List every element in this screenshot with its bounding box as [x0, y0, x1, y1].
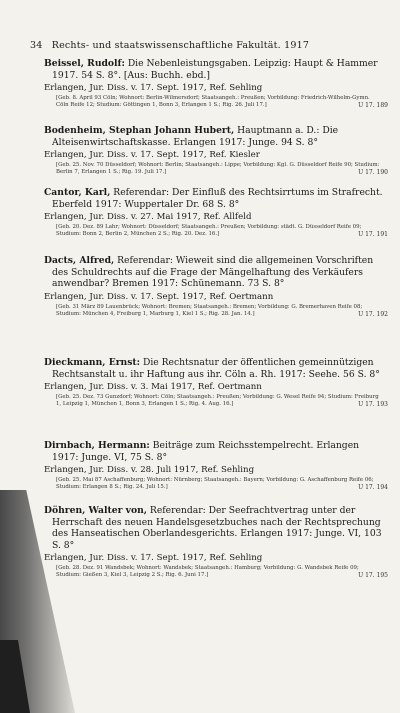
entry-note-text: [Geb. 20. Dez. 89 Lahr; Wohnort: Düsseldorf; Staatsangeh.: Preußen; Vorbildung: städt. G. Düsseldorf Reife 09; Studium: Bonn 2, Berlin 2, München 2 S.; Rig. 20. Dez. 16.]	[56, 224, 362, 238]
entry-author: Beissel, Rudolf:	[44, 58, 125, 69]
entry-title: Beiträge zum Reichsstempelrecht. Erlangen 1917: Junge. VI, 75 S. 8°	[52, 440, 360, 463]
entry-author: Döhren, Walter von,	[44, 505, 147, 516]
entry-title-block	[44, 357, 384, 380]
entry-signature: U 17. 189	[358, 102, 388, 110]
entry-title-block	[44, 255, 384, 290]
entry-title: Referendar: Wieweit sind die allgemeinen Vorschriften des Schuldrechts auf die Frage der Mängelhaftung des Verkäufers anwendbar? Bremen 1917: Schünemann. 73 S. 8°	[52, 255, 374, 290]
list-item	[44, 440, 388, 492]
entry-author: Bodenheim, Stephan Johann Hubert,	[44, 125, 235, 136]
entry-signature: U 17. 193	[358, 401, 388, 409]
entry-title-block	[44, 58, 384, 81]
entry-title: Hauptmann a. D.: Die Alteisenwirtschaftskasse. Erlangen 1917: Junge. 94 S. 8°	[52, 125, 339, 148]
entry-author: Dacts, Alfred,	[44, 255, 115, 266]
entry-imprint: Erlangen, Jur. Diss. v. 17. Sept. 1917, Ref. Sehling	[44, 83, 263, 94]
entry-title-block	[44, 440, 384, 463]
entry-imprint: Erlangen, Jur. Diss. v. 17. Sept. 1917, Ref. Oertmann	[44, 291, 274, 302]
entry-signature: U 17. 190	[358, 169, 388, 177]
entry-imprint: Erlangen, Jur. Diss. v. 28. Juli 1917, Ref. Sehling	[44, 465, 255, 476]
entry-title: Referendar: Der Seefrachtvertrag unter der Herrschaft des neuen Handelsgesetzbuches nach der Rechtsprechung des Hanseatischen Oberlandesgerichts. Erlangen 1917: Junge. VI, 103 S. 8°	[52, 505, 382, 551]
entry-note-text: [Geb. 25. Dez. 73 Gunzdorf; Wohnort: Cöln; Staatsangeh.: Preußen; Vorbildung: G. Wesel Reife 94; Studium: Freiburg 1, Leipzig 1, München 1, Bonn 3, Erlangen 1 S.; Rig. 4. Aug. 16.]	[56, 394, 379, 408]
entry-note	[44, 162, 388, 177]
entry-note	[44, 477, 388, 492]
entry-title: Die Rechtsnatur der öffentlichen gemeinnützigen Rechtsanstalt u. ihr Haftung aus ihr. Cöln a. Rh. 1917: Seehe. 56 S. 8°	[52, 357, 380, 380]
list-item	[44, 255, 388, 318]
list-item	[44, 505, 388, 580]
page-number: 34	[30, 40, 43, 51]
entry-imprint: Erlangen, Jur. Diss. v. 3. Mai 1917, Ref. Oertmann	[44, 382, 262, 393]
entry-note	[44, 394, 388, 409]
entry-note	[44, 565, 388, 580]
entry-title-block	[44, 125, 384, 148]
list-item	[44, 357, 388, 409]
entry-title: Die Nebenleistungsgaben. Leipzig: Haupt & Hammer 1917. 54 S. 8°. [Aus: Buchh. ebd.]	[52, 58, 378, 81]
entry-imprint: Erlangen, Jur. Diss. v. 27. Mai 1917, Ref. Allfeld	[44, 212, 252, 223]
entry-note	[44, 95, 388, 110]
entry-note-text: [Geb. 31 März 89 Lauenbrück; Wohnort: Bremen; Staatsangeh.: Bremen; Vorbildung: G. Bremerhaven Reife 08; Studium: München 4, Freiburg 1, Marburg 1, Kiel 1 S.; Rig. 28. Jan. 14.]	[56, 303, 363, 317]
entry-note-text: [Geb. 25. Nov. 70 Düsseldorf; Wohnort: Berlin; Staatsangeh.: Lippe; Vorbildung: Kgl. G. Düsseldorf Reife 90; Studium: Berlin 7, Erlangen 1 S.; Rig. 19. Juli 17.]	[56, 162, 380, 176]
entry-author: Dieckmann, Ernst:	[44, 357, 141, 368]
entry-title-block	[44, 187, 384, 210]
list-item	[44, 125, 388, 177]
entry-signature: U 17. 192	[358, 310, 388, 318]
entry-signature: U 17. 191	[358, 231, 388, 239]
entry-signature: U 17. 195	[358, 572, 388, 580]
entry-note-text: [Geb. 25. Mai 87 Aschaffenburg; Wohnort: Nürnberg; Staatsangeh.: Bayern; Vorbildung: G. Aschaffenburg Reife 06; Studium: Erlangen 8 S.; Rig. 24. Juli 15.]	[56, 477, 374, 491]
entry-imprint: Erlangen, Jur. Diss. v. 17. Sept. 1917, Ref. Kiesler	[44, 150, 260, 161]
list-item	[44, 187, 388, 239]
list-item	[44, 58, 388, 110]
entry-author: Dirnbach, Hermann:	[44, 440, 150, 451]
entry-note	[44, 303, 388, 318]
entry-imprint: Erlangen, Jur. Diss. v. 17. Sept. 1917, Ref. Sehling	[44, 553, 263, 564]
entry-note	[44, 224, 388, 239]
entry-note-text: [Geb. 8. April 93 Cöln; Wohnort: Berlin-Wilmersdorf; Staatsangeh.: Preußen; Vorbildung: Friedrich-Wilhelm-Gymn. Cöln Reife 12; Studium: Göttingen 1, Bonn 3, Erlangen 1 S.; Rig. 26. Juli 17.]	[56, 95, 370, 109]
entry-note-text: [Geb. 28. Dez. 91 Wandsbek; Wohnort: Wandsbek; Staatsangeh.: Hamburg; Vorbildung: G. Wandsbek Reife 09; Studium: Gießen 3, Kiel 3, Leipzig 2 S.; Rig. 6. Juni 17.]	[56, 565, 359, 579]
entry-title-block	[44, 505, 384, 551]
running-header	[30, 40, 380, 51]
entry-title: Referendar: Der Einfluß des Rechtsirrtums im Strafrecht. Eberfeld 1917: Wuppertaler Dr. 68 S. 8°	[52, 187, 383, 210]
running-title: Rechts- und staatswissenschaftliche Fakultät. 1917	[51, 40, 310, 51]
entry-signature: U 17. 194	[358, 484, 388, 492]
entry-author: Cantor, Karl,	[44, 187, 111, 198]
